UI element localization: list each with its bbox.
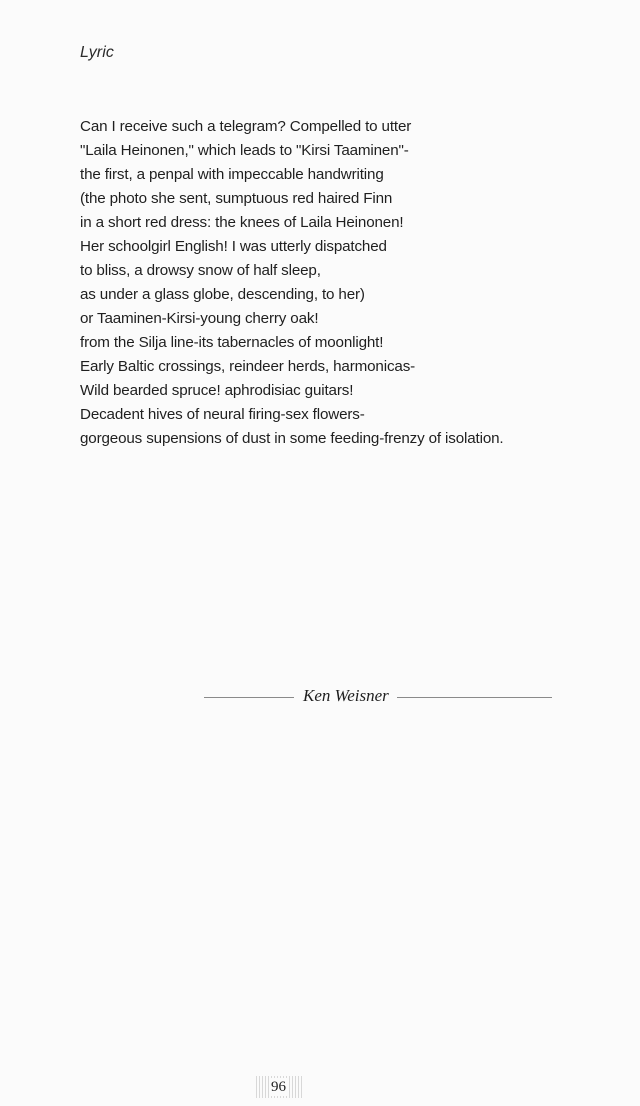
poem-line: Her schoolgirl English! I was utterly dispatched xyxy=(80,238,387,255)
section-title: Lyric xyxy=(80,44,114,61)
poem-line: from the Silja line-its tabernacles of moonlight! xyxy=(80,334,384,351)
poem-line: Early Baltic crossings, reindeer herds, harmonicas- xyxy=(80,358,416,375)
byline-rule-right xyxy=(397,697,552,698)
poem-line: in a short red dress: the knees of Laila Heinonen! xyxy=(80,214,404,231)
author-name: Ken Weisner xyxy=(303,686,389,705)
poem-line: Wild bearded spruce! aphrodisiac guitars! xyxy=(80,382,354,399)
poem-line: gorgeous supensions of dust in some feeding-frenzy of isolation. xyxy=(80,430,504,447)
poem-body xyxy=(80,115,600,451)
page-number: 96 xyxy=(271,1079,286,1095)
page-number-box xyxy=(256,1076,303,1098)
poem-line: Can I receive such a telegram? Compelled to utter xyxy=(80,118,412,135)
poem-line: the first, a penpal with impeccable handwriting xyxy=(80,166,384,183)
poem-line: or Taaminen-Kirsi-young cherry oak! xyxy=(80,310,319,327)
poem-line: Decadent hives of neural firing-sex flowers- xyxy=(80,406,365,423)
poem-line: to bliss, a drowsy snow of half sleep, xyxy=(80,262,321,279)
byline xyxy=(204,686,552,708)
poem-line: as under a glass globe, descending, to her) xyxy=(80,286,365,303)
poem-line: (the photo she sent, sumptuous red haired Finn xyxy=(80,190,393,207)
byline-rule-left xyxy=(204,697,294,698)
poem-line: "Laila Heinonen," which leads to "Kirsi Taaminen"- xyxy=(80,142,409,159)
